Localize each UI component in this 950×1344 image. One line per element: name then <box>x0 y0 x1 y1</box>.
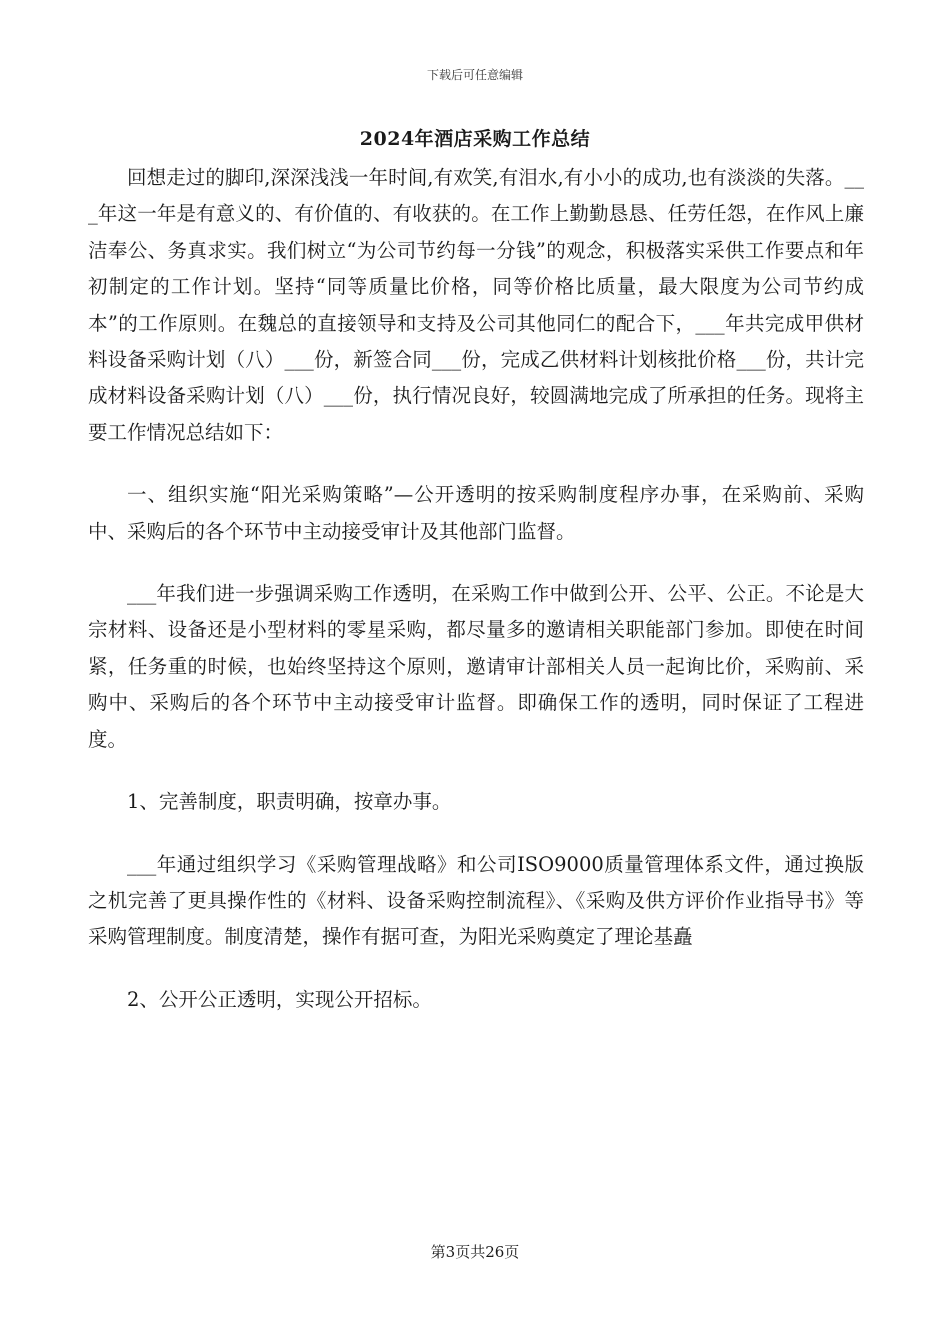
header-note: 下载后可任意编辑 <box>426 68 523 82</box>
paragraph-transparency: ___年我们进一步强调采购工作透明，在采购工作中做到公开、公平、公正。不论是大宗材料、设备还是小型材料的零星采购，都尽量多的邀请相关职能部门参加。即使在时间紧，任务重的时候，也始终坚持这个原则，邀请审计部相关人员一起询比价，采购前、采购中、采购后的各个环节中主动接受审计监督。即确保工作的透明，同时保证了工程进度。 <box>88 582 864 751</box>
paragraph-item-2: 2、公开公正透明，实现公开招标。 <box>127 987 432 1011</box>
document-body <box>88 160 864 1018</box>
paragraph-item-1: 1、完善制度，职责明确，按章办事。 <box>127 790 452 814</box>
paragraph-intro: 回想走过的脚印,深深浅浅一年时间,有欢笑,有泪水,有小小的成功,也有淡淡的失落。___年这一年是有意义的、有价值的、有收获的。在工作上勤勤恳恳、任劳任怨，在作风上廉洁奉公、务真求实。我们树立“为公司节约每一分钱”的观念，积极落实采供工作要点和年初制定的工作计划。坚持“同等质量比价格，同等价格比质量，最大限度为公司节约成本”的工作原则。在魏总的直接领导和支持及公司其他同仁的配合下，___年共完成甲供材料设备采购计划（八）___份，新签合同___份，完成乙供材料计划核批价格___份，共计完成材料设备采购计划（八）___份，执行情况良好，较圆满地完成了所承担的任务。现将主要工作情况总结如下： <box>88 166 864 444</box>
page-number: 第3页共26页 <box>430 1243 520 1261</box>
document-title: 2024年酒店采购工作总结 <box>359 128 591 150</box>
paragraph-section-1: 一、组织实施“阳光采购策略”—公开透明的按采购制度程序办事，在采购前、采购中、采购后的各个环节中主动接受审计及其他部门监督。 <box>88 483 864 543</box>
paragraph-system: ___年通过组织学习《采购管理战略》和公司ISO9000质量管理体系文件，通过换版之机完善了更具操作性的《材料、设备采购控制流程》、《采购及供方评价作业指导书》等采购管理制度。制度清楚，操作有据可查，为阳光采购奠定了理论基矗 <box>88 852 864 949</box>
